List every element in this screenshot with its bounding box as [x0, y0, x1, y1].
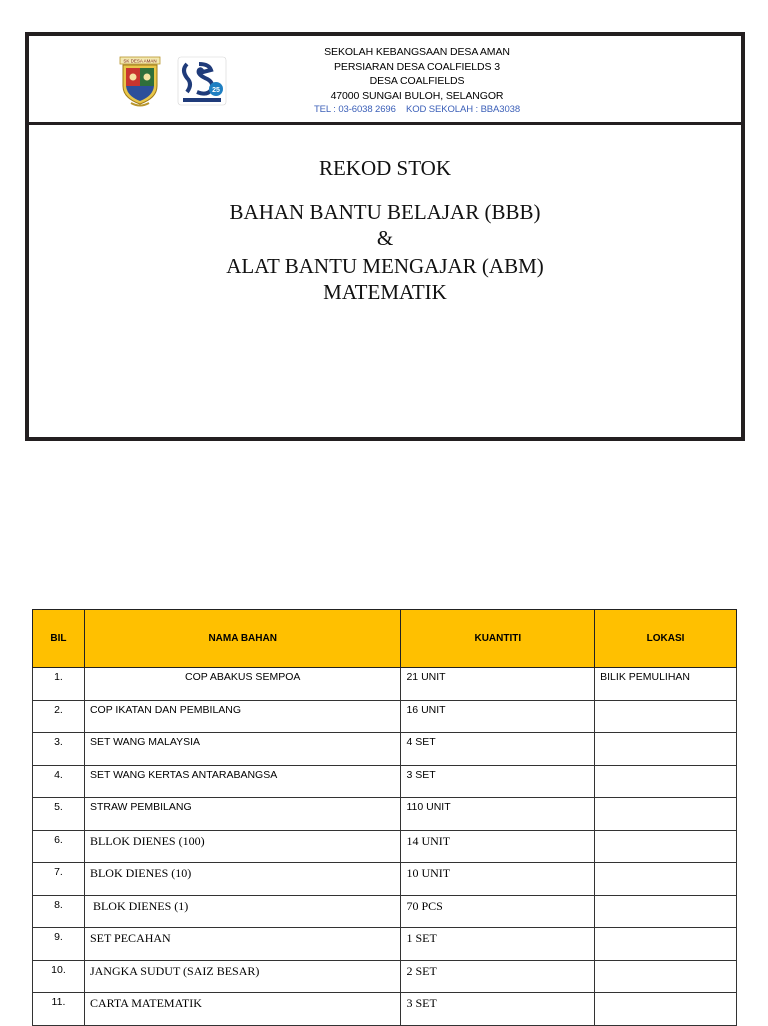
cell-kuantiti: 3 SET [401, 765, 595, 798]
school-header [29, 36, 741, 125]
cell-kuantiti: 14 UNIT [401, 830, 595, 863]
cell-bil: 3. [33, 733, 85, 766]
school-address-line2: DESA COALFIELDS [369, 75, 465, 87]
table-row [33, 863, 737, 896]
title-abm: ALAT BANTU MENGAJAR (ABM) [226, 254, 544, 278]
cover-frame [25, 32, 745, 441]
school-address-block [267, 45, 567, 118]
cell-nama: SET PECAHAN [84, 928, 401, 961]
cell-nama: BLLOK DIENES (100) [84, 830, 401, 863]
cell-bil: 8. [33, 895, 85, 928]
table-row [33, 895, 737, 928]
cell-lokasi [595, 993, 737, 1026]
cell-bil: 4. [33, 765, 85, 798]
cell-bil: 6. [33, 830, 85, 863]
table-row [33, 733, 737, 766]
cell-bil: 11. [33, 993, 85, 1026]
cell-nama: STRAW PEMBILANG [84, 798, 401, 831]
table-row [33, 798, 737, 831]
school-name: SEKOLAH KEBANGSAAN DESA AMAN [324, 46, 510, 58]
table-header-row [33, 610, 737, 668]
cell-lokasi [595, 700, 737, 733]
title-rekod-stok: REKOD STOK [318, 156, 452, 180]
cell-bil: 10. [33, 960, 85, 993]
cell-lokasi [595, 863, 737, 896]
stock-table [32, 609, 737, 1026]
cell-nama: SET WANG MALAYSIA [84, 733, 401, 766]
cell-nama: COP IKATAN DAN PEMBILANG [84, 700, 401, 733]
header-kuantiti: KUANTITI [401, 610, 595, 668]
cell-nama: JANGKA SUDUT (SAIZ BESAR) [84, 960, 401, 993]
cell-lokasi [595, 928, 737, 961]
table-row [33, 668, 737, 701]
cell-lokasi [595, 765, 737, 798]
cell-nama: BLOK DIENES (10) [84, 863, 401, 896]
cell-nama: BLOK DIENES (1) [84, 895, 401, 928]
cell-bil: 2. [33, 700, 85, 733]
title-ampersand: & [376, 226, 394, 250]
cell-kuantiti: 16 UNIT [401, 700, 595, 733]
table-row [33, 830, 737, 863]
cell-lokasi [595, 960, 737, 993]
cell-kuantiti: 10 UNIT [401, 863, 595, 896]
school-address-line3: 47000 SUNGAI BULOH, SELANGOR [330, 89, 504, 102]
title-bbb: BAHAN BANTU BELAJAR (BBB) [229, 200, 541, 224]
svg-text:SK DESA AMAN: SK DESA AMAN [123, 58, 157, 64]
cell-lokasi [595, 798, 737, 831]
cell-lokasi [595, 830, 737, 863]
cell-kuantiti: 2 SET [401, 960, 595, 993]
cell-kuantiti: 4 SET [401, 733, 595, 766]
header-bil: BIL [33, 610, 85, 668]
school-contact: TEL : 03-6038 2696 KOD SEKOLAH : BBA3038 [313, 104, 521, 115]
cell-lokasi [595, 895, 737, 928]
table-row [33, 960, 737, 993]
header-nama-bahan: NAMA BAHAN [84, 610, 401, 668]
cell-kuantiti: 110 UNIT [401, 798, 595, 831]
svg-text:25: 25 [212, 87, 220, 94]
cell-bil: 7. [33, 863, 85, 896]
cell-nama: SET WANG KERTAS ANTARABANGSA [84, 765, 401, 798]
table-row [33, 993, 737, 1026]
title-subject: MATEMATIK [323, 280, 447, 304]
cell-bil: 1. [33, 668, 85, 701]
cell-lokasi: BILIK PEMULIHAN [595, 668, 737, 701]
table-row [33, 700, 737, 733]
cell-nama: COP ABAKUS SEMPOA [84, 668, 401, 701]
cell-kuantiti: 21 UNIT [401, 668, 595, 701]
cell-kuantiti: 70 PCS [401, 895, 595, 928]
cell-kuantiti: 1 SET [401, 928, 595, 961]
school-crest-logo [117, 56, 163, 108]
program-logo [177, 56, 227, 108]
cell-lokasi [595, 733, 737, 766]
header-lokasi: LOKASI [595, 610, 737, 668]
cell-bil: 5. [33, 798, 85, 831]
cell-bil: 9. [33, 928, 85, 961]
school-address-line1: PERSIARAN DESA COALFIELDS 3 [334, 60, 500, 73]
cell-kuantiti: 3 SET [401, 993, 595, 1026]
table-row [33, 765, 737, 798]
table-row [33, 928, 737, 961]
cell-nama: CARTA MATEMATIK [84, 993, 401, 1026]
